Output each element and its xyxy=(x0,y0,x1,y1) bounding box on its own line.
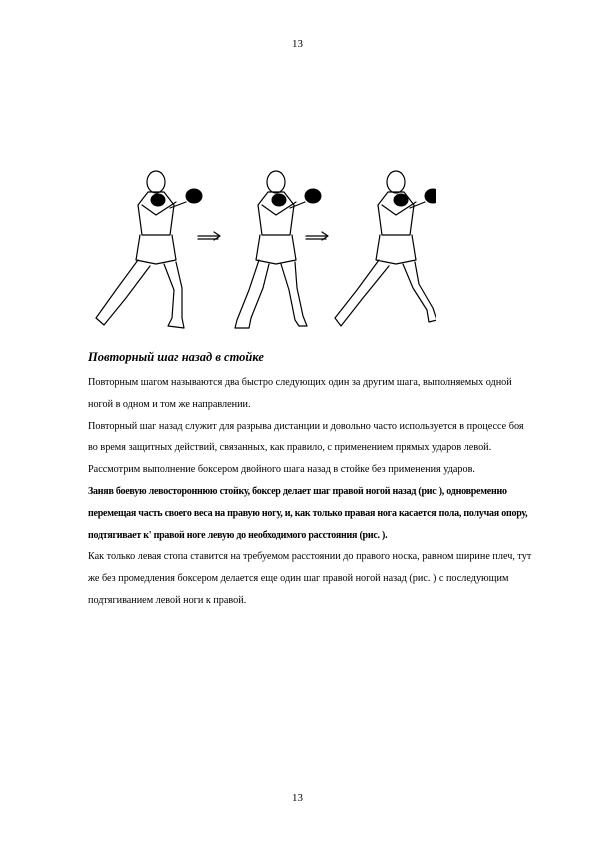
page-number-top: 13 xyxy=(292,38,303,50)
paragraph-1: Повторным шагом называются два быстро следующих один за другим шага, выполняемых одной ногой в одном и том же направлении. xyxy=(88,377,512,410)
boxer-figure-3 xyxy=(335,171,436,326)
section-heading: Повторный шаг назад в стойке xyxy=(88,350,264,364)
arrow-1 xyxy=(198,232,220,240)
paragraph-5: Как только левая стопа ставится на требуемом расстоянии до правого носка, равном ширине плеч, тут же без промедления боксером делается еще один шаг правой ногой назад (рис. ) с последующим подтягиванием левой ноги к правой. xyxy=(88,551,532,606)
body-text xyxy=(88,372,533,612)
page-number-bottom: 13 xyxy=(292,792,303,804)
boxer-sequence-drawing xyxy=(86,160,436,340)
paragraph-4: Заняв боевую левостороннюю стойку, боксер делает шаг правой ногой назад (рис ), одновременно перемещая часть своего веса на правую ногу, и, как только правая нога касается пола, получая опору, подтягивает к' правой ноге левую до необходимого расстояния (рис. ). xyxy=(88,485,528,541)
arrow-2 xyxy=(306,232,328,240)
boxer-figure-1 xyxy=(96,171,202,328)
paragraph-2: Повторный шаг назад служит для разрыва дистанции и довольно часто используется в процессе боя во время защитных действий, связанных, как правило, с применением прямых ударов левой. xyxy=(88,420,524,454)
boxing-stance-illustration xyxy=(86,160,436,340)
boxer-figure-2 xyxy=(235,171,321,328)
paragraph-3: Рассмотрим выполнение боксером двойного шага назад в стойке без применения ударов. xyxy=(88,464,475,476)
